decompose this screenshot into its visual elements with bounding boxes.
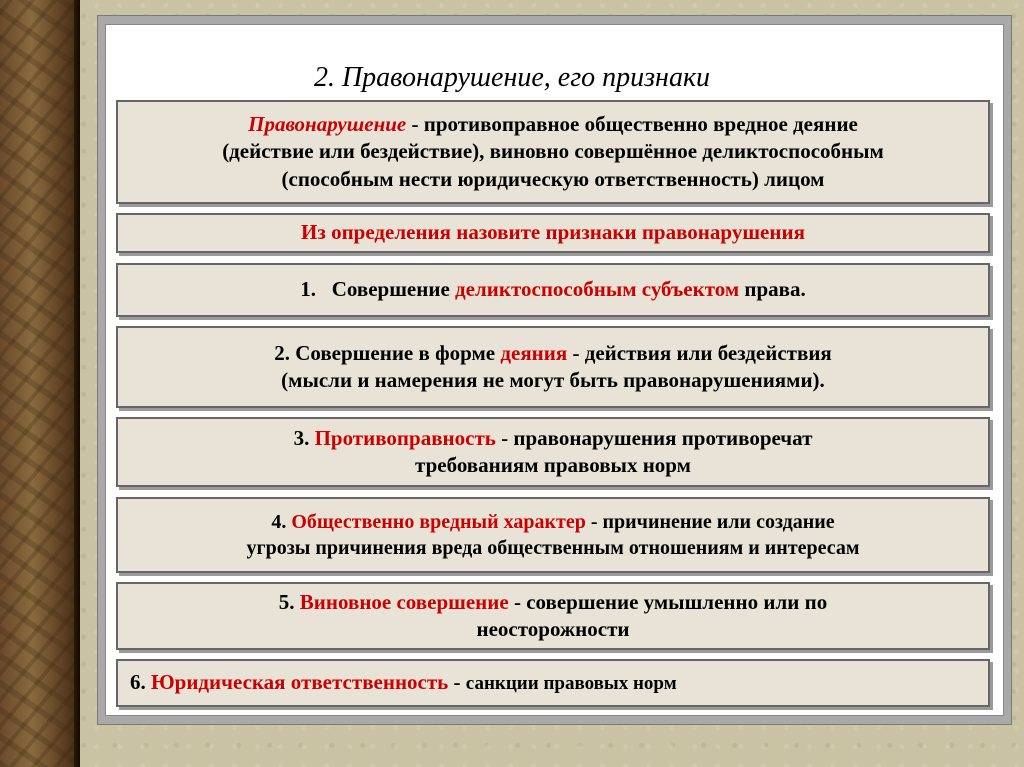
sign-6-suffix: - (448, 670, 466, 695)
sign-3-highlight: Противоправность (314, 425, 496, 450)
sign-box-3 (116, 417, 990, 487)
sign-box-5 (116, 582, 990, 650)
sign-3-line2: требованиям правовых норм (415, 453, 691, 477)
sign-3-suffix: - правонарушения противоречат (495, 425, 813, 450)
sign-box-6 (116, 659, 990, 707)
sign-1-highlight: деликтоспособным субъектом (455, 277, 740, 302)
sign-1-suffix: права. (739, 277, 806, 302)
sign-6-highlight: Юридическая ответственность (151, 670, 449, 695)
definition-line3: (способным нести юридическую ответственность) лицом (281, 166, 825, 191)
slide-title: 2. Правонарушение, его признаки (313, 62, 711, 93)
sign-4-prefix: 4. (271, 511, 292, 533)
sign-5-line2: неосторожности (476, 617, 630, 641)
sign-5-suffix: - совершение умышленно или по (508, 589, 828, 614)
sign-4-highlight: Общественно вредный характер (291, 511, 586, 533)
sign-4-suffix: - причинение или создание (585, 511, 835, 533)
question-text: Из определения назовите признаки правонарушения (301, 220, 805, 245)
sign-6-tail: санкции правовых норм (465, 673, 677, 695)
sign-box-2 (116, 326, 990, 408)
sign-2-suffix: - действия или бездействия (567, 340, 832, 365)
question-box (116, 213, 990, 253)
sign-2-highlight: деяния (500, 340, 568, 365)
sign-2-prefix: 2. Совершение в форме (274, 340, 501, 365)
definition-line2: (действие или бездействие), виновно совершённое деликтоспособным (222, 139, 884, 164)
decorative-side-strip (0, 0, 80, 767)
sign-box-4 (116, 497, 990, 573)
sign-6-prefix: 6. (130, 670, 151, 695)
definition-line1: - противоправное общественно вредное деяние (406, 112, 858, 137)
sign-5-prefix: 5. (278, 589, 300, 614)
sign-3-prefix: 3. (293, 425, 315, 450)
sign-5-highlight: Виновное совершение (299, 589, 509, 614)
definition-term: Правонарушение (248, 112, 407, 137)
sign-2-line2: (мысли и намерения не могут быть правонарушениями). (281, 368, 825, 392)
sign-4-line2: угрозы причинения вреда общественным отношениям и интересам (246, 537, 860, 559)
sign-1-prefix: 1. Совершение (300, 277, 456, 302)
sign-box-1 (116, 263, 990, 317)
definition-box (116, 100, 990, 204)
